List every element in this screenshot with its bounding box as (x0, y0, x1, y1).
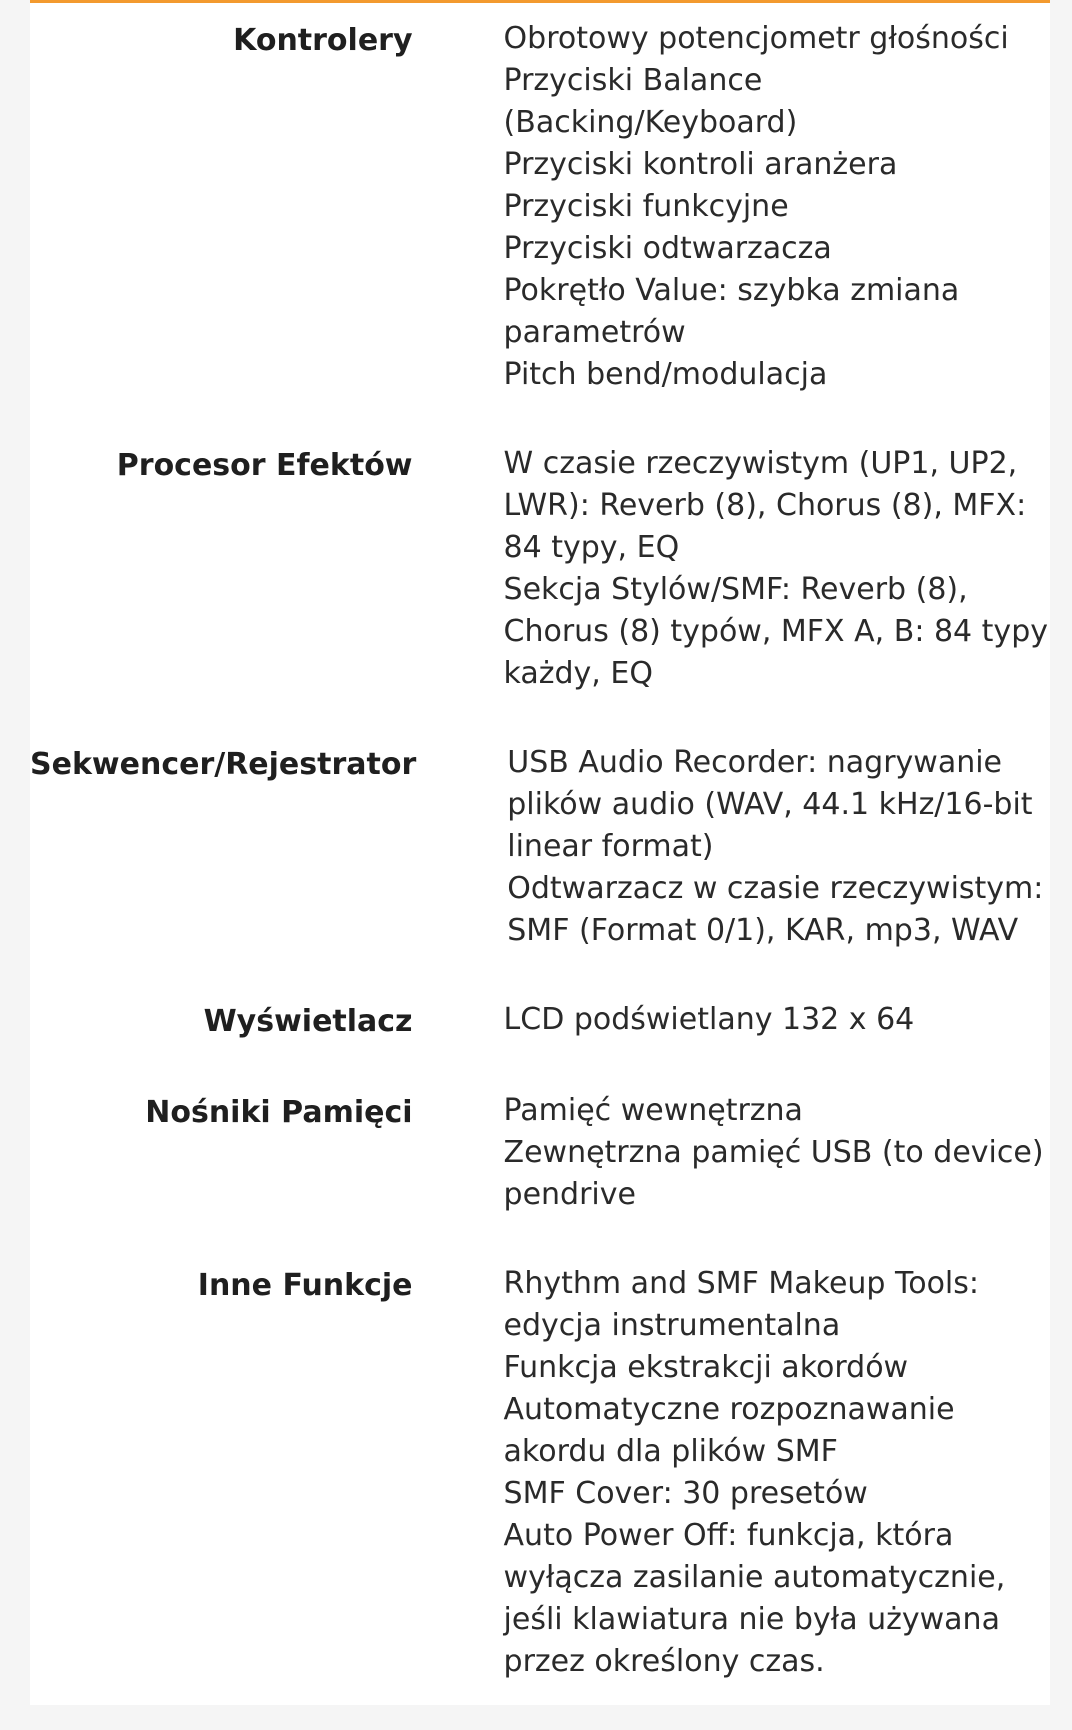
spec-value (504, 999, 1050, 1041)
spec-value (504, 443, 1050, 695)
spec-value-line: Przyciski odtwarzacza (503, 231, 832, 266)
spec-value-line: każdy, EQ (503, 656, 653, 691)
spec-value-line: Przyciski kontroli aranżera (503, 147, 898, 182)
spec-label: Kontrolery (233, 23, 413, 58)
spec-value-line: LCD podświetlany 132 x 64 (503, 1002, 915, 1037)
spec-value-line: USB Audio Recorder: nagrywanie (507, 745, 1003, 780)
spec-value-line: Sekcja Stylów/SMF: Reverb (8), (503, 572, 968, 607)
spec-value-line: Odtwarzacz w czasie rzeczywistym: (507, 871, 1044, 906)
spec-value-line: przez określony czas. (503, 1644, 825, 1679)
spec-row-sekwencer-rejestrator (30, 742, 1050, 952)
spec-row-kontrolery (30, 18, 1050, 396)
spec-value-line: SMF Cover: 30 presetów (503, 1476, 868, 1511)
spec-label: Wyświetlacz (203, 1004, 413, 1039)
spec-value-line: Rhythm and SMF Makeup Tools: (503, 1266, 980, 1301)
spec-value-line: SMF (Format 0/1), KAR, mp3, WAV (507, 913, 1019, 948)
spec-value-line: Obrotowy potencjometr głośności (503, 21, 1009, 56)
spec-page (30, 0, 1050, 1705)
spec-value-line: Przyciski funkcyjne (503, 189, 789, 224)
spec-value-line: LWR): Reverb (8), Chorus (8), MFX: (503, 488, 1027, 523)
spec-value-line: Funkcja ekstrakcji akordów (503, 1350, 909, 1385)
spec-value-line: Pokrętło Value: szybka zmiana (503, 273, 960, 308)
spec-value-line: Auto Power Off: funkcja, która (503, 1518, 954, 1553)
accent-bar (30, 0, 1050, 3)
spec-value-line: W czasie rzeczywistym (UP1, UP2, (503, 446, 1018, 481)
spec-value-line: edycja instrumentalna (503, 1308, 841, 1343)
spec-value-line: Przyciski Balance (503, 63, 763, 98)
spec-row-inne-funkcje (30, 1263, 1050, 1683)
spec-value (504, 1263, 1050, 1683)
spec-table (30, 18, 1050, 1730)
spec-value-line: wyłącza zasilanie automatycznie, (503, 1560, 1006, 1595)
spec-value-line: 84 typy, EQ (503, 530, 680, 565)
spec-label: Sekwencer/Rejestrator (30, 747, 417, 782)
spec-value-line: Zewnętrzna pamięć USB (to device) (503, 1135, 1044, 1170)
spec-value-line: Pamięć wewnętrzna (503, 1093, 803, 1128)
spec-value (507, 742, 1050, 952)
spec-value-line: Automatyczne rozpoznawanie (503, 1392, 955, 1427)
spec-value (504, 1090, 1050, 1216)
spec-row-nosniki-pamieci (30, 1090, 1050, 1216)
spec-value-line: plików audio (WAV, 44.1 kHz/16-bit (507, 787, 1033, 822)
spec-value-line: parametrów (503, 315, 686, 350)
spec-value-line: akordu dla plików SMF (503, 1434, 838, 1469)
spec-label: Procesor Efektów (116, 448, 413, 483)
spec-value-line: jeśli klawiatura nie była używana (503, 1602, 1000, 1637)
spec-row-wyswietlacz (30, 999, 1050, 1043)
spec-row-procesor-efektow (30, 443, 1050, 695)
spec-label: Inne Funkcje (197, 1268, 413, 1303)
spec-value-line: Pitch bend/modulacja (503, 357, 828, 392)
spec-value-line: pendrive (503, 1177, 636, 1212)
spec-value-line: linear format) (507, 829, 714, 864)
spec-value (504, 18, 1050, 396)
spec-value-line: (Backing/Keyboard) (503, 105, 798, 140)
spec-value-line: Chorus (8) typów, MFX A, B: 84 typy (503, 614, 1048, 649)
spec-label: Nośniki Pamięci (145, 1095, 413, 1130)
